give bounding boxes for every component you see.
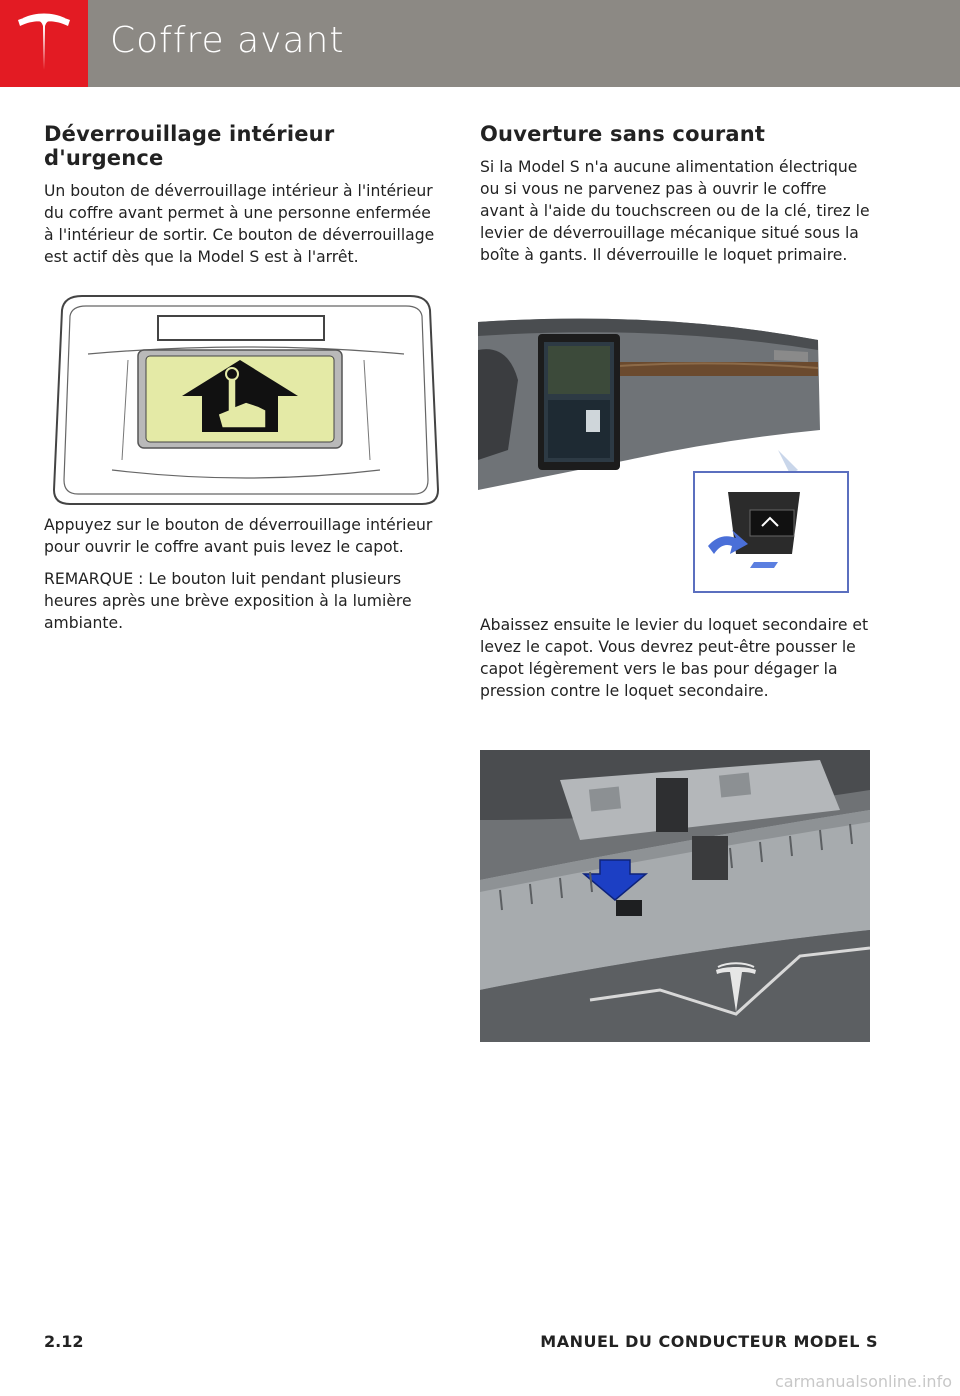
watermark: carmanualsonline.info	[774, 1372, 952, 1391]
release-button-illustration	[52, 290, 440, 508]
logo-box	[0, 0, 88, 87]
emergency-release-intro: Un bouton de déverrouillage intérieur à l'intérieur du coffre avant permet à une personne enfermée à l'intérieur de sortir. Ce bouton de déverrouillage est actif dès que la Model S est à l'arrêt.	[44, 182, 435, 266]
page-title: Coffre avant	[110, 20, 345, 61]
tesla-logo-icon	[14, 12, 74, 74]
dashboard-release-illustration	[478, 310, 850, 594]
emergency-release-note: REMARQUE : Le bouton luit pendant plusieurs heures après une brève exposition à la lumière ambiante.	[44, 570, 412, 632]
section-heading-emergency-release: Déverrouillage intérieur d'urgence	[44, 122, 335, 170]
section-heading-no-power: Ouverture sans courant	[480, 122, 766, 146]
page-number: 2.12	[44, 1332, 84, 1351]
right-column-lower	[480, 614, 875, 702]
header-bar	[0, 0, 960, 87]
secondary-latch-instruction: Abaissez ensuite le levier du loquet secondaire et levez le capot. Vous devrez peut-être pousser le capot légèrement vers le bas pour dégager la pression contre le loquet secondaire.	[480, 616, 869, 700]
manual-title: MANUEL DU CONDUCTEUR MODEL S	[540, 1332, 878, 1351]
secondary-latch-illustration	[480, 750, 870, 1042]
emergency-release-instruction: Appuyez sur le bouton de déverrouillage intérieur pour ouvrir le coffre avant puis levez le capot.	[44, 516, 433, 556]
left-column	[44, 122, 439, 268]
left-column-lower	[44, 514, 439, 634]
no-power-intro: Si la Model S n'a aucune alimentation électrique ou si vous ne parvenez pas à ouvrir le coffre avant à l'aide du touchscreen ou de la clé, tirez le levier de déverrouillage mécanique situé sous la boîte à gants. Il déverrouille le loquet primaire.	[480, 158, 870, 264]
right-column	[480, 122, 875, 266]
